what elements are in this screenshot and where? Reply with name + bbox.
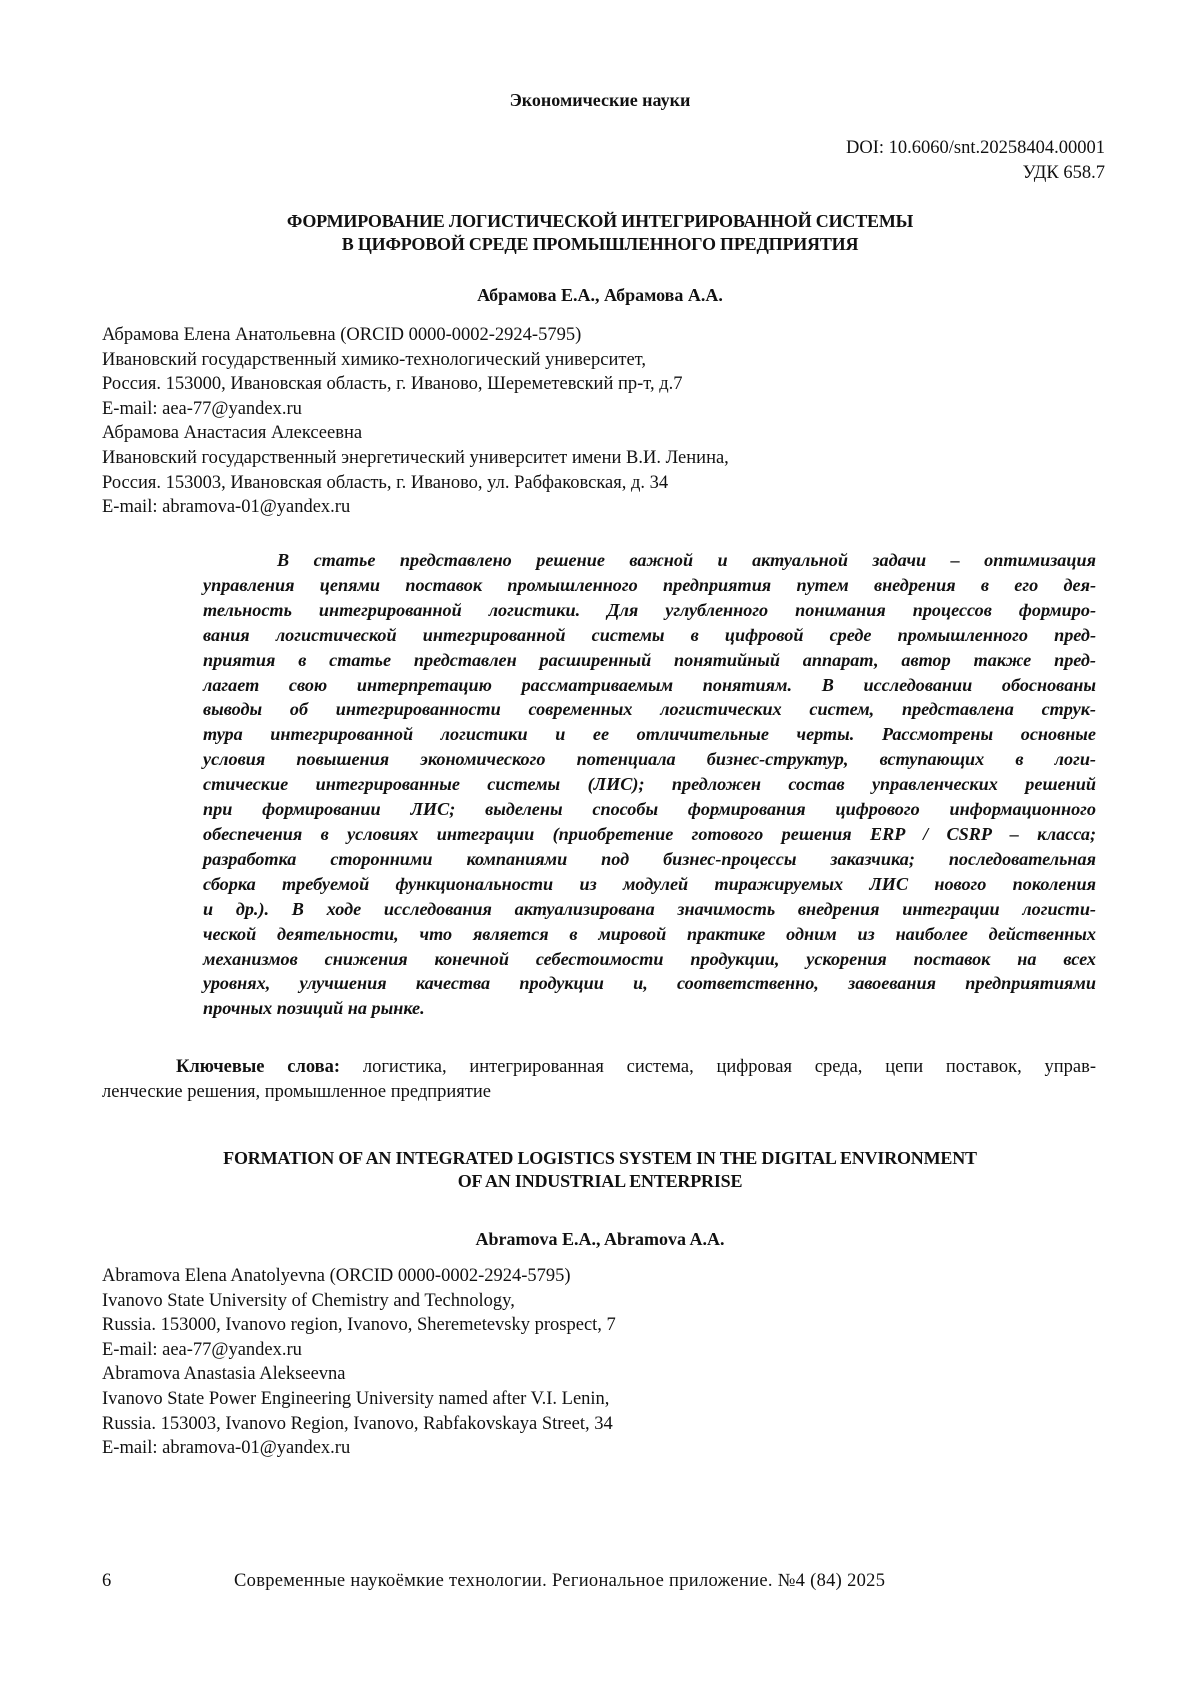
ru-abstract bbox=[203, 548, 1096, 1021]
abstract-line: сборка требуемой функциональности из модулей тиражируемых ЛИС нового поколения bbox=[203, 873, 1096, 894]
en-title bbox=[0, 1147, 1200, 1193]
ru-authors: Абрамова Е.А., Абрамова А.А. bbox=[477, 285, 723, 305]
en-title-line: OF AN INDUSTRIAL ENTERPRISE bbox=[457, 1171, 743, 1191]
keywords-line: ленческие решения, промышленное предприятие bbox=[102, 1082, 492, 1102]
abstract-line: лагает свою интерпретацию рассматриваемым понятиям. В исследовании обоснованы bbox=[203, 674, 1096, 695]
affiliation-line: Abramova Anastasia Alekseevna bbox=[102, 1364, 346, 1385]
ru-title bbox=[0, 210, 1200, 256]
affiliation-line: E-mail: abramova-01@yandex.ru bbox=[102, 1438, 351, 1459]
affiliation-line: Abramova Elena Anatolyevna (ORCID 0000-0002-2924-5795) bbox=[102, 1266, 571, 1286]
affiliation-line: Ивановский государственный химико-технологический университет, bbox=[102, 349, 646, 370]
en-title-line: FORMATION OF AN INTEGRATED LOGISTICS SYSTEM IN THE DIGITAL ENVIRONMENT bbox=[223, 1148, 977, 1168]
ru-keywords bbox=[102, 1055, 1096, 1105]
abstract-line: тельность интегрированной логистики. Для углубленного понимания процессов формиро- bbox=[203, 599, 1096, 620]
affiliation-line: Россия. 153003, Ивановская область, г. Иваново, ул. Рабфаковская, д. 34 bbox=[102, 472, 669, 493]
ru-title-line: В ЦИФРОВОЙ СРЕДЕ ПРОМЫШЛЕННОГО ПРЕДПРИЯТИЯ bbox=[341, 234, 859, 254]
abstract-line: выводы об интегрированности современных логистических систем, представлена струк- bbox=[203, 699, 1096, 720]
abstract-line: обеспечения в условиях интеграции (приобретение готового решения ERP / CSRP – класса; bbox=[203, 823, 1096, 844]
abstract-line: вания логистической интегрированной системы в цифровой среде промышленного пред- bbox=[203, 624, 1096, 645]
page-number: 6 bbox=[102, 1571, 112, 1591]
abstract-line: уровнях, улучшения качества продукции и, соответственно, завоевания предприятиями bbox=[203, 973, 1096, 994]
ru-title-line: ФОРМИРОВАНИЕ ЛОГИСТИЧЕСКОЙ ИНТЕГРИРОВАННОЙ СИСТЕМЫ bbox=[286, 211, 914, 231]
doi-block bbox=[846, 136, 1105, 186]
keywords-text: логистика, интегрированная система, цифровая среда, цепи поставок, управ- bbox=[340, 1057, 1096, 1077]
udk: УДК 658.7 bbox=[1022, 163, 1105, 183]
abstract-line: разработка сторонними компаниями под бизнес-процессы заказчика; последовательная bbox=[203, 848, 1096, 869]
journal-title: Современные наукоёмкие технологии. Региональное приложение. №4 (84) 2025 bbox=[234, 1571, 886, 1591]
affiliation-line: Ivanovo State University of Chemistry and Technology, bbox=[102, 1290, 515, 1311]
affiliation-line: Абрамова Елена Анатольевна (ORCID 0000-0002-2924-5795) bbox=[102, 325, 582, 345]
keywords-label: Ключевые слова: bbox=[176, 1057, 341, 1077]
affiliation-line: Ivanovo State Power Engineering University named after V.I. Lenin, bbox=[102, 1388, 610, 1409]
abstract-line: при формировании ЛИС; выделены способы формирования цифрового информационного bbox=[203, 799, 1096, 820]
keywords-line bbox=[102, 1055, 1096, 1080]
affiliation-line: Russia. 153000, Ivanovo region, Ivanovo, Sheremetevsky prospect, 7 bbox=[102, 1315, 616, 1336]
doi: DOI: 10.6060/snt.20258404.00001 bbox=[846, 138, 1105, 158]
abstract-line: тура интегрированной логистики и ее отличительные черты. Рассмотрены основные bbox=[203, 724, 1096, 745]
abstract-line: механизмов снижения конечной себестоимости продукции, ускорения поставок на всех bbox=[203, 948, 1096, 969]
affiliation-line: Ивановский государственный энергетический университет имени В.И. Ленина, bbox=[102, 447, 729, 468]
abstract-line: В статье представлено решение важной и актуальной задачи – оптимизация bbox=[277, 550, 1096, 570]
ru-affiliation bbox=[102, 323, 729, 520]
section-heading: Экономические науки bbox=[509, 90, 691, 110]
abstract-line: и др.). В ходе исследования актуализирована значимость внедрения интеграции логисти- bbox=[203, 898, 1096, 919]
abstract-line: условия повышения экономического потенциала бизнес-структур, вступающих в логи- bbox=[203, 749, 1096, 770]
affiliation-line: E-mail: aea-77@yandex.ru bbox=[102, 398, 302, 419]
en-authors: Abramova E.A., Abramova A.A. bbox=[475, 1229, 725, 1249]
abstract-line: стические интегрированные системы (ЛИС); предложен состав управленческих решений bbox=[203, 774, 1096, 795]
abstract-line: приятия в статье представлен расширенный понятийный аппарат, автор также пред- bbox=[203, 649, 1096, 670]
affiliation-line: Russia. 153003, Ivanovo Region, Ivanovo, Rabfakovskaya Street, 34 bbox=[102, 1413, 613, 1434]
en-affiliation bbox=[102, 1264, 616, 1461]
affiliation-line: Россия. 153000, Ивановская область, г. Иваново, Шереметевский пр-т, д.7 bbox=[102, 374, 683, 395]
affiliation-line: E-mail: aea-77@yandex.ru bbox=[102, 1339, 302, 1360]
affiliation-line: Абрамова Анастасия Алексеевна bbox=[102, 423, 363, 444]
affiliation-line: E-mail: abramova-01@yandex.ru bbox=[102, 497, 351, 518]
abstract-line: ческой деятельности, что является в мировой практике одним из наиболее действенных bbox=[203, 923, 1096, 944]
abstract-line: прочных позиций на рынке. bbox=[203, 998, 425, 1019]
abstract-line: управления цепями поставок промышленного предприятия путем внедрения в его дея- bbox=[203, 574, 1096, 595]
